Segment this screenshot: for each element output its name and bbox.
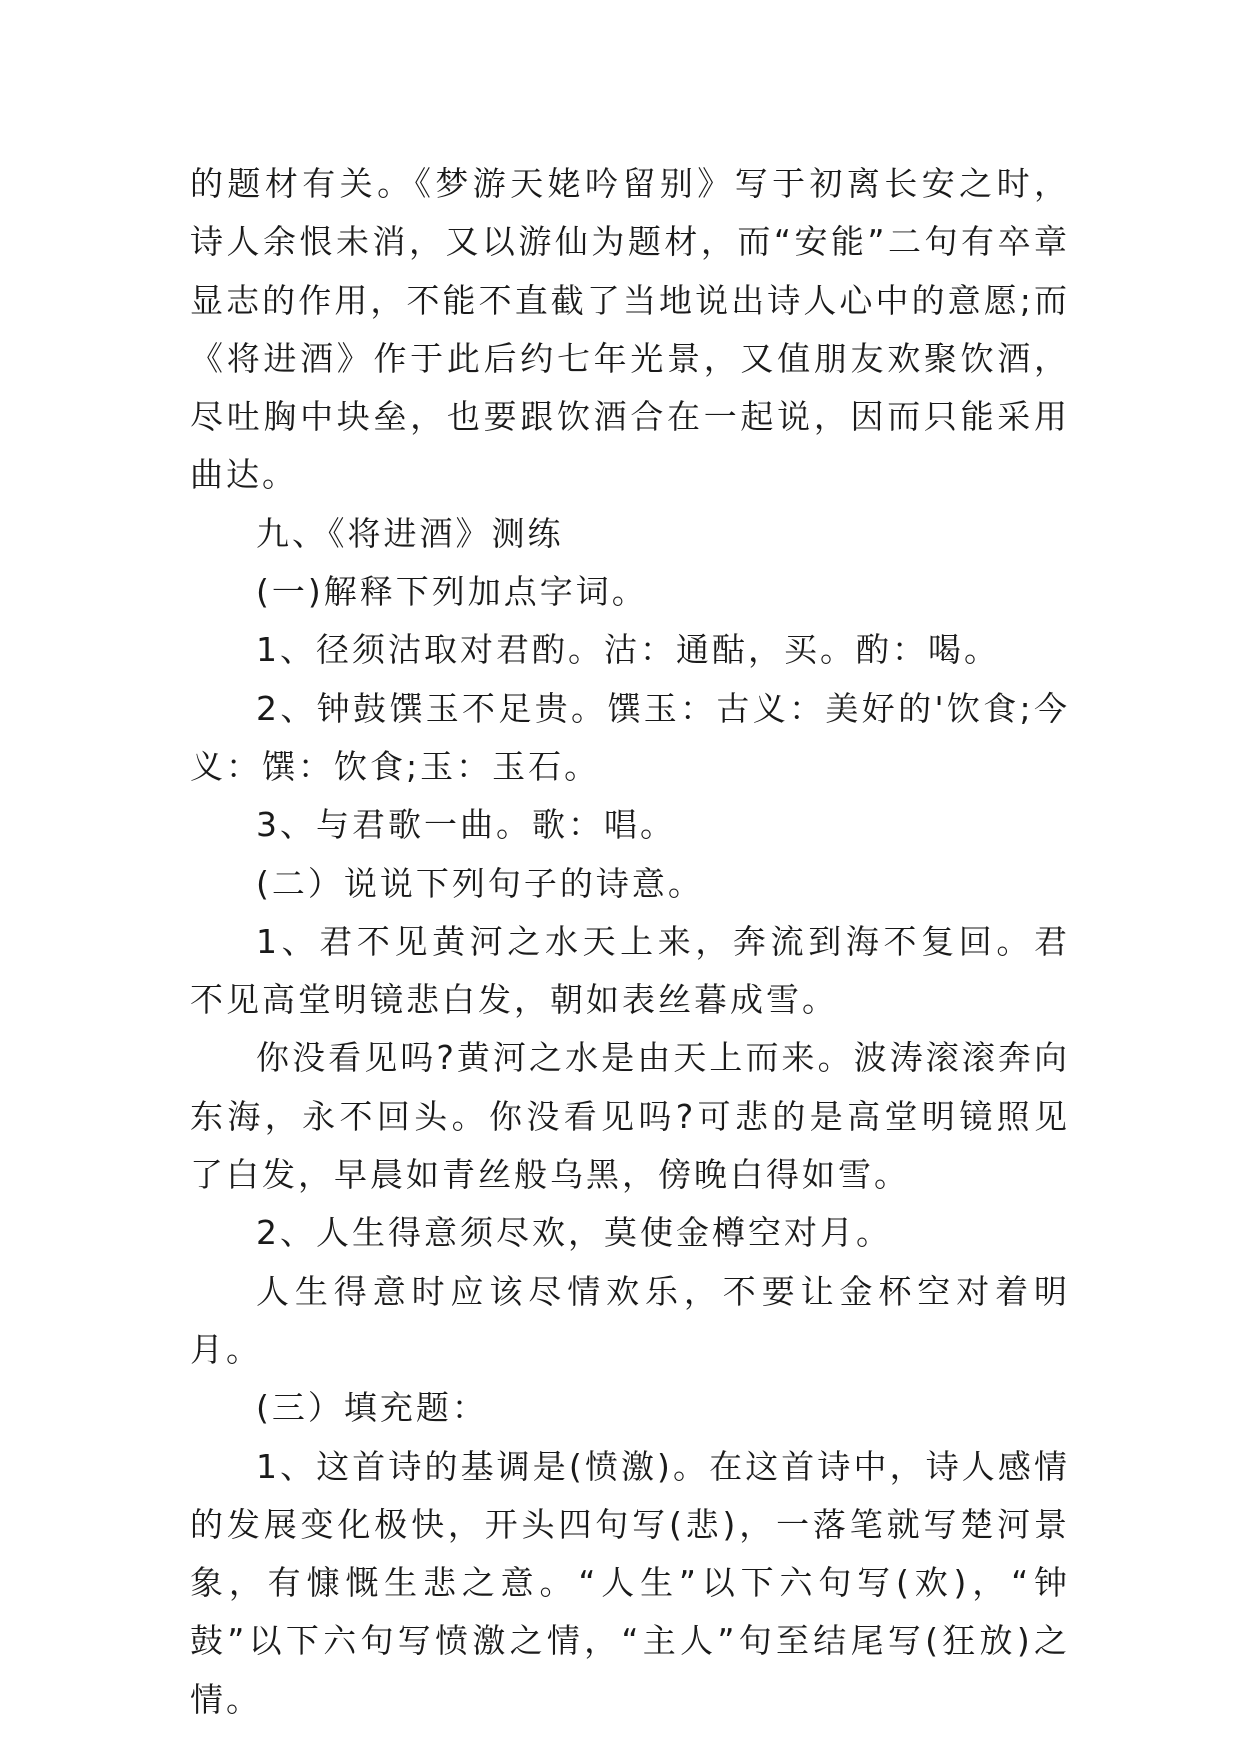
document-body bbox=[190, 155, 1070, 1729]
subsection-heading: (三）填充题： bbox=[256, 1388, 488, 1428]
answer-paragraph: 你没看见吗?黄河之水是由天上而来。波涛滚滚奔向东海，永不回头。你没看见吗?可悲的是高堂明镜照见了白发，早晨如青丝般乌黑，傍晚白得如雪。 bbox=[190, 1038, 1070, 1195]
subsection-heading: (二）说说下列句子的诗意。 bbox=[256, 863, 704, 903]
paragraph-continuation: 的题材有关。《梦游天姥吟留别》写于初离长安之时，诗人余恨未消，又以游仙为题材，而“安能”二句有卒章显志的作用，不能不直截了当地说出诗人心中的意愿;而《将进酒》作于此后约七年光景，又值朋友欢聚饮酒，尽吐胸中块垒，也要跟饮酒合在一起说，因而只能采用曲达。 bbox=[190, 164, 1070, 495]
section-heading: 九、《将进酒》测练 bbox=[256, 513, 564, 553]
question-item: 2、人生得意须尽欢，莫使金樽空对月。 bbox=[256, 1213, 892, 1253]
answer-paragraph: 人生得意时应该尽情欢乐，不要让金杯空对着明月。 bbox=[190, 1271, 1070, 1369]
question-item: 1、径须沽取对君酌。沽：通酤，买。酌：喝。 bbox=[256, 630, 1000, 670]
question-item: 1、这首诗的基调是(愤激)。在这首诗中，诗人感情的发展变化极快，开头四句写(悲)，一落笔就写楚河景象，有慷慨生悲之意。“人生”以下六句写(欢)，“钟鼓”以下六句写愤激之情，“主人”句至结尾写(狂放)之情。 bbox=[190, 1446, 1070, 1719]
question-item: 3、与君歌一曲。歌：唱。 bbox=[256, 805, 676, 845]
subsection-heading: (一)解释下列加点字词。 bbox=[256, 572, 648, 612]
question-item: 2、钟鼓馔玉不足贵。馔玉：古义：美好的'饮食;今义：馔：饮食;玉：玉石。 bbox=[190, 688, 1070, 786]
question-item: 1、君不见黄河之水天上来，奔流到海不复回。君不见高堂明镜悲白发，朝如表丝暮成雪。 bbox=[190, 921, 1070, 1020]
